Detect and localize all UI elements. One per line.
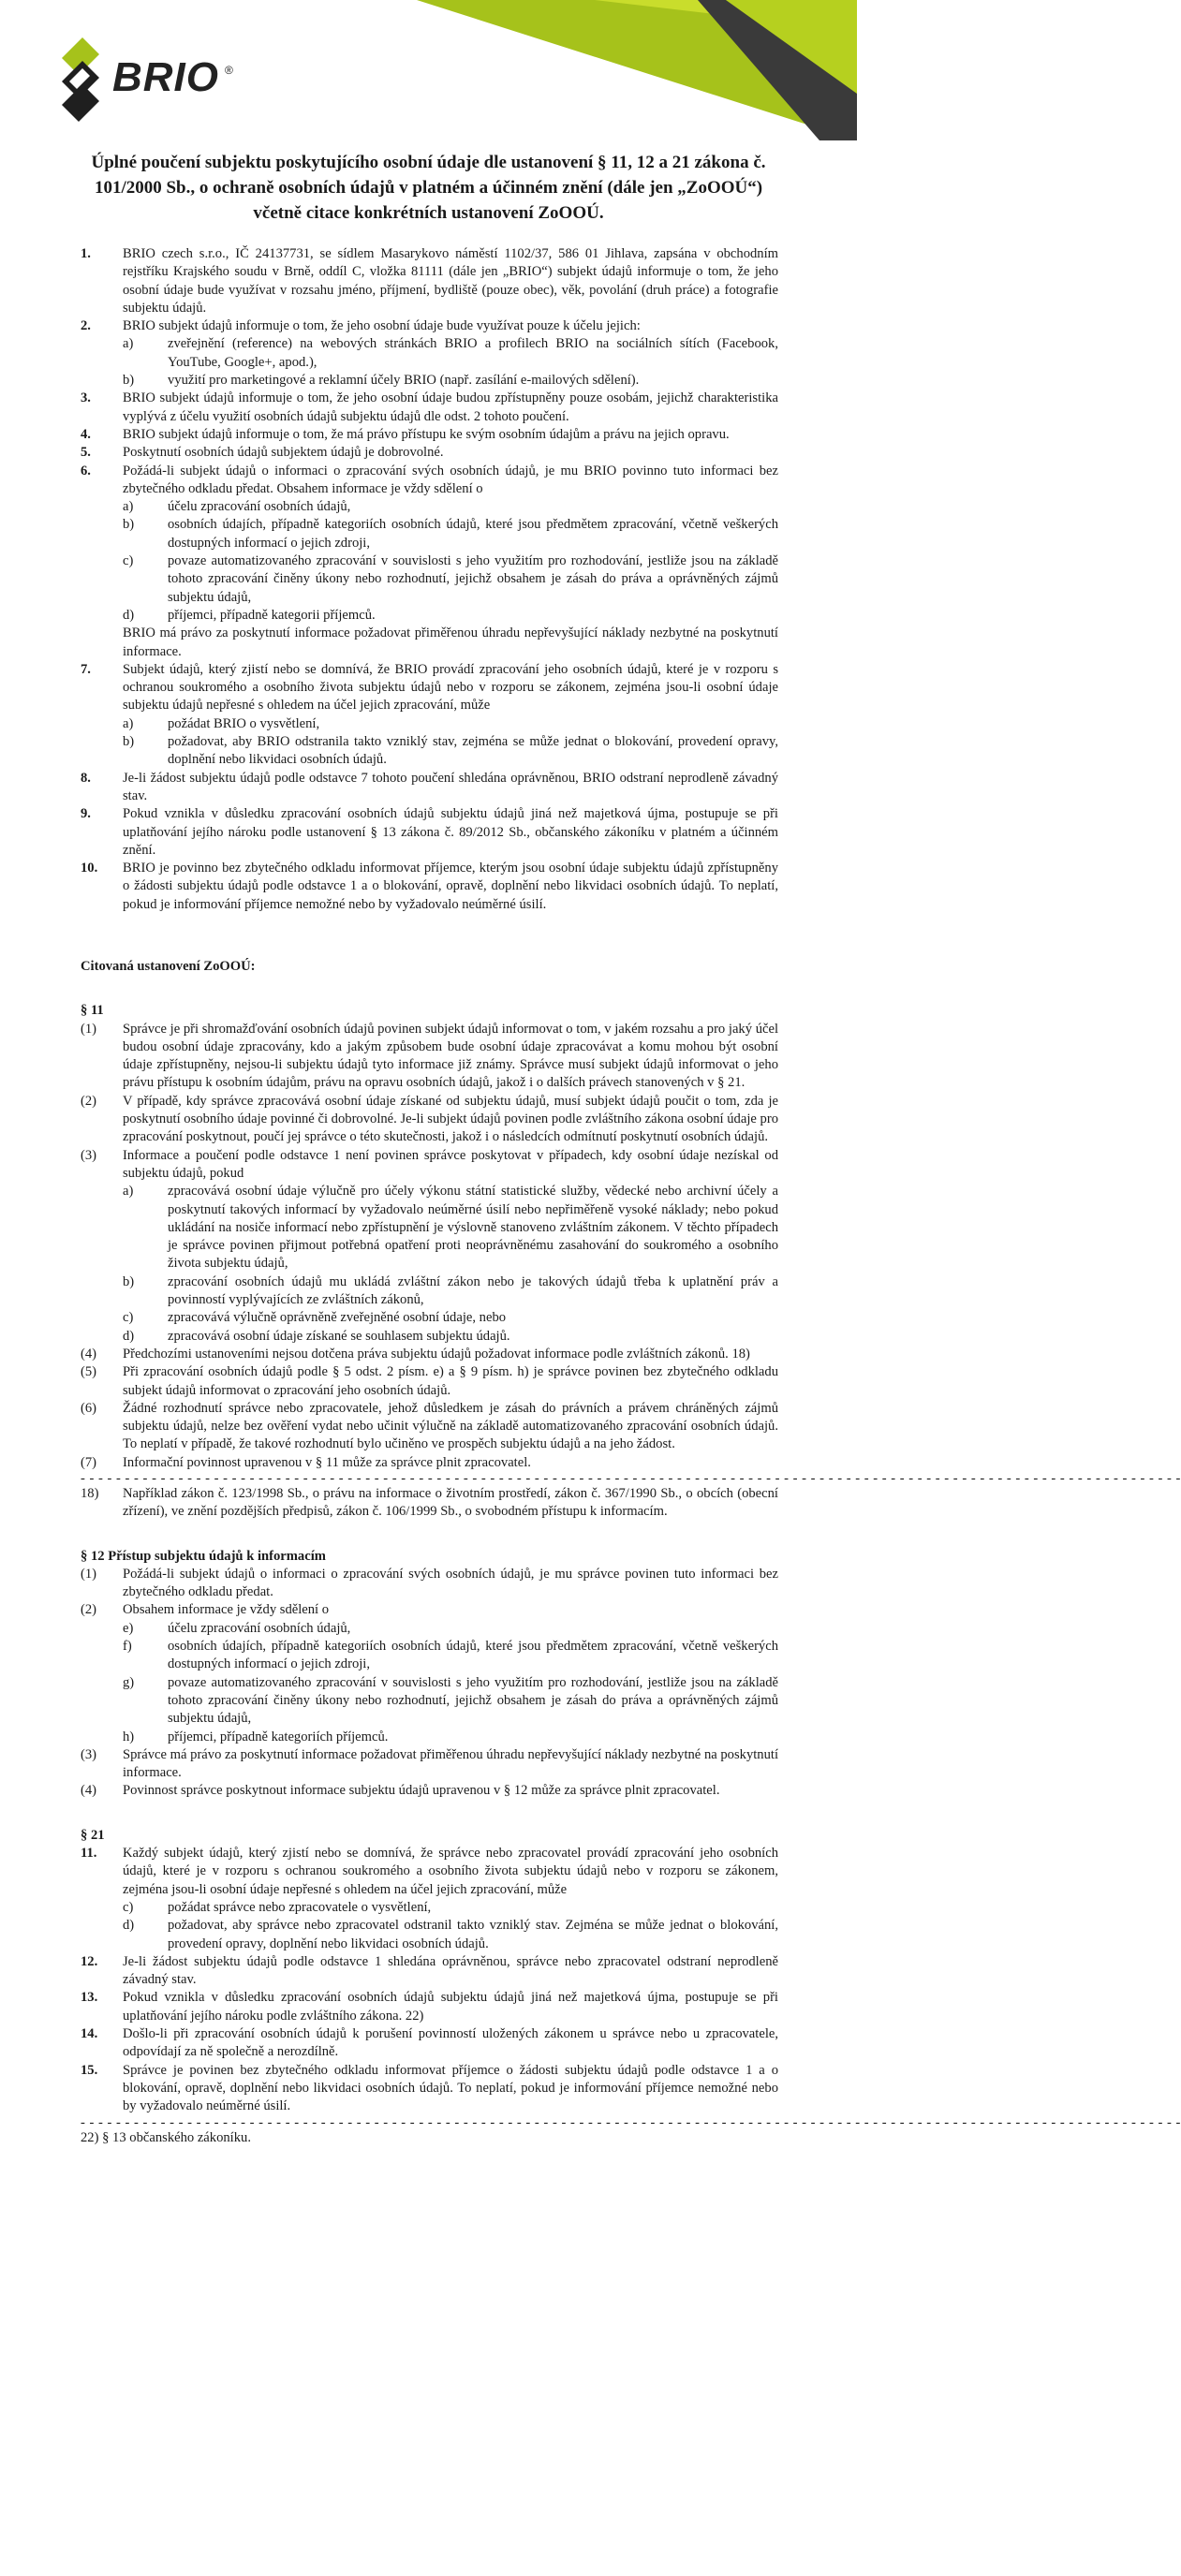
point-text: BRIO subjekt údajů informuje o tom, že jeho osobní údaje bude využívat pouze k účelu jejich: [123,318,641,334]
s21-point-15: 15. Správce je povinen bez zbytečného odkladu informovat příjemce o žádosti subjektu údajů podle odstavce 1 a o blokování, opravě, doplnění nebo likvidaci osobních údajů. To neplatí, pokud je informování příjemce nemožné nebo by vyžadovalo neúměrné úsilí. [81,2062,778,2114]
point-8 [81,770,778,806]
registered-mark: ® [225,64,233,77]
point-text: Požádá-li subjekt údajů o informaci o zpracování svých osobních údajů, je mu BRIO povinno tuto informaci bez zbytečného odkladu předat. Obsahem informace je vždy sdělení o [123,463,778,496]
subpoint: c) zpracovává výlučně oprávněně zveřejněné osobní údaje, nebo [123,1310,507,1326]
point-after-text: BRIO má právo za poskytnutí informace požadovat přiměřenou úhradu nepřevyšující náklady nezbytné na poskytnutí informace. [123,626,778,659]
s11-para-2: (2) V případě, kdy správce zpracovává osobní údaje získané od subjektu údajů, musí subjekt údajů poučit o tom, zda je poskytnutí osobního údaje povinné či dobrovolné. Je-li subjekt údajů povinen podle zvláštního zákona osobní údaje pro zpracování poskytnout, poučí jej správce o této skutečnosti, jakož i o následcích odmítnutí poskytnutí osobních údajů. [81,1093,778,1145]
footnote-divider: - - - - - - - - - - - - - - - - - - - - - - - - - - - - - - - - - - - - - - - - - - - - - - - - - - - - - - - - - - - - - - - - - - - - - - - - - - - - - - - - - - - - - - - - - - - - - - - - - - - - - - - - - - - - - - - - - - - - - - - - - - - - [81,1471,1181,1486]
s11-para-3: (3) Informace a poučení podle odstavce 1 není povinen správce poskytovat v případech, kdy osobní údaje nezískal od subjektu údajů, pokud a) zpracovává osobní údaje výlučně pro účely výkonu státní statistické služby, vědecké nebo archivní účely a poskytnutí takových informací by vyžadovalo neúměrné úsilí nebo nepřiměřeně vysoké náklady; nebo pokud ukládání na nosiče informací nebo zpřístupnění je výslovně stanoveno zvláštním zákonem. V těchto případech je správce povinen přijmout potřebná opatření proti neoprávněnému zasahování do soukromého a osobního života subjektu údajů, b) zpracování osobních údajů mu ukládá zvláštní zákon nebo je takových údajů třeba k uplatnění práv a povinností vyplývajících ze zvláštních zákonů, c) zpracovává výlučně oprávněně zveřejněné osobní údaje, nebo d) zpracovává osobní údaje získané se souhlasem subjektu údajů. [81,1147,778,1346]
subpoint: b) zpracování osobních údajů mu ukládá zvláštní zákon nebo je takových údajů třeba k uplatnění práv a povinností vyplývajících ze zvláštních zákonů, [123,1273,778,1308]
footnote-divider: - - - - - - - - - - - - - - - - - - - - - - - - - - - - - - - - - - - - - - - - - - - - - - - - - - - - - - - - - - - - - - - - - - - - - - - - - - - - - - - - - - - - - - - - - - - - - - - - - - - - - - - - - - - - - - - - - - - - - - - - - - - - [81,2114,1181,2130]
s11-para-4: (4) Předchozími ustanoveními nejsou dotčena práva subjektu údajů požadovat informace podle zvláštních zákonů. 18) [81,1346,750,1362]
subpoint: b) osobních údajích, případně kategoriích osobních údajů, které jsou předmětem zpracování, včetně veškerých dostupných informací o jejich zdroji, [123,517,778,551]
subpoint: a) zveřejnění (reference) na webových stránkách BRIO a profilech BRIO na sociálních sítích (Facebook, YouTube, Google+, apod.), [123,336,778,370]
section-11-heading: § 11 [81,1003,104,1019]
subpoint: e) účelu zpracování osobních údajů, [123,1620,351,1636]
corner-decoration [417,0,857,140]
point-1 [81,245,778,317]
footnote-22: 22) § 13 občanského zákoníku. [81,2129,251,2145]
document-title: Úplné poučení subjektu poskytujícího osobní údaje dle ustanovení § 11, 12 a 21 zákona č. 101/2000 Sb., o ochraně osobních údajů v platném a účinném znění (dále jen „ZoOOÚ“) včetně citace konkrétních ustanovení ZoOOÚ. [91,153,766,223]
point-text: BRIO subjekt údajů informuje o tom, že má právo přístupu ke svým osobním údajům a právu na jejich opravu. [123,426,730,442]
point-text: Je-li žádost subjektu údajů podle odstavce 7 tohoto poučení shledána oprávněnou, BRIO odstraní neprodleně závadný stav. [123,770,778,803]
point-number: 1. [81,246,91,261]
subpoint: a) požádat BRIO o vysvětlení, [123,715,320,731]
point-text: Pokud vznikla v důsledku zpracování osobních údajů subjektu údajů jiná než majetková újma, postupuje se při uplatňování jejího nároku podle ustanovení § 13 zákona č. 89/2012 Sb., občanského zákoníku v platném a účinném znění. [123,806,778,858]
subpoint: a) účelu zpracování osobních údajů, [123,499,351,515]
point-9 [81,805,778,860]
s11-para-1: (1) Správce je při shromažďování osobních údajů povinen subjekt údajů informovat o tom, v jakém rozsahu a pro jaký účel budou osobní údaje zpracovány, kdo a jakým způsobem bude osobní údaje zpracovávat a komu mohou být osobní údaje zpřístupněny, nejsou-li subjektu údajů tyto informace již známy. Správce musí subjekt údajů informovat o jeho právu přístupu k osobním údajům, právu na opravu osobních údajů, jakož i o dalších právech stanovených v § 21. [81,1021,778,1091]
point-6 [81,463,778,661]
point-5 [81,444,778,462]
document-body [81,245,1181,2147]
point-number: 2. [81,318,91,334]
subpoint: h) příjemci, případně kategoriích příjemců. [123,1729,389,1744]
point-number: 5. [81,445,91,461]
s11-para-5: (5) Při zpracování osobních údajů podle § 5 odst. 2 písm. e) a § 9 písm. h) je správce povinen bez zbytečného odkladu subjekt údajů informovat o zpracování jeho osobních údajů. [81,1364,778,1398]
s12-para-4: (4) Povinnost správce poskytnout informace subjektu údajů upravenou v § 12 může za správce plnit zpracovatel. [81,1783,720,1799]
subpoint: f) osobních údajích, případně kategoriích osobních údajů, které jsou předmětem zpracování, včetně veškerých dostupných informací o jejich zdroji, [123,1639,778,1672]
point-number: 3. [81,390,91,406]
point-text: BRIO subjekt údajů informuje o tom, že jeho osobní údaje budou zpřístupněny pouze osobám, jejichž charakteristika vyplývá z účelu využití osobních údajů subjektu údajů dle odst. 2 tohoto poučení. [123,390,778,424]
point-number: 7. [81,661,91,677]
point-number: 4. [81,426,91,442]
point-10 [81,860,778,914]
point-number: 10. [81,861,98,876]
logo-mark-icon [62,37,118,122]
subpoint: d) příjemci, případně kategorii příjemců. [123,607,376,623]
s21-point-12: 12. Je-li žádost subjektu údajů podle odstavce 1 shledána oprávněnou, správce nebo zpracovatel odstraní neprodleně závadný stav. [81,1953,778,1988]
s11-para-6: (6) Žádné rozhodnutí správce nebo zpracovatele, jehož důsledkem je zásah do právních a právem chráněných zájmů subjektu údajů, nelze bez ověření vydat nebo učinit výlučně na základě automatizovaného zpracování osobních údajů. To neplatí v případě, že takové rozhodnutí bylo učiněno ve prospěch subjektu údajů a na jeho žádost. [81,1400,778,1452]
point-number: 8. [81,770,91,786]
s21-point-13: 13. Pokud vznikla v důsledku zpracování osobních údajů subjektu údajů jiná než majetková újma, postupuje se při uplatňování jejího nároku podle zvláštního zákona. 22) [81,1990,778,2024]
subpoint: d) zpracovává osobní údaje získané se souhlasem subjektu údajů. [123,1328,510,1344]
point-3 [81,390,778,426]
point-number: 9. [81,806,91,822]
subpoint: a) zpracovává osobní údaje výlučně pro účely výkonu státní statistické služby, vědecké nebo archivní účely a poskytnutí takových informací by vyžadovalo neúměrné úsilí nebo nepřiměřeně vysoké náklady; nebo pokud ukládání na nosiče informací nebo zpřístupnění je výslovně stanoveno zvláštním zákonem. V těchto případech je správce povinen přijmout potřebná opatření proti neoprávněnému zasahování do soukromého a osobního života subjektu údajů, [123,1184,778,1272]
point-2 [81,317,778,390]
point-text: Poskytnutí osobních údajů subjektem údajů je dobrovolné. [123,445,444,461]
subpoint: c) povaze automatizovaného zpracování v souvislosti s jeho využitím pro rozhodování, jestliže jsou na základě tohoto zpracování činěny úkony nebo rozhodnutí, jejichž obsahem je zásah do práva a oprávněných zájmů subjektu údajů, [123,553,778,605]
subpoint: g) povaze automatizovaného zpracování v souvislosti s jeho využitím pro rozhodování, jestliže jsou na základě tohoto zpracování činěny úkony nebo rozhodnutí, jejichž obsahem je zásah do práva a oprávněných zájmů subjektu údajů, [123,1674,778,1727]
subpoint: b) využití pro marketingové a reklamní účely BRIO (např. zasílání e-mailových sdělení). [123,373,640,389]
s12-para-2: (2) Obsahem informace je vždy sdělení o e) účelu zpracování osobních údajů, f) osobních údajích, případně kategoriích osobních údajů, které jsou předmětem zpracování, včetně veškerých dostupných informací o jejich zdroji, g) povaze automatizovaného zpracování v souvislosti s jeho využitím pro rozhodování, jestliže jsou na základě tohoto zpracování činěny úkony nebo rozhodnutí, jejichž obsahem je zásah do práva a oprávněných zájmů subjektu údajů, h) příjemci, případně kategoriích příjemců. [81,1601,778,1745]
s12-para-3: (3) Správce má právo za poskytnutí informace požadovat přiměřenou úhradu nepřevyšující náklady nezbytné na poskytnutí informace. [81,1746,778,1781]
logo-wordmark: BRIO [112,54,219,100]
s21-point-14: 14. Došlo-li při zpracování osobních údajů k porušení povinností uložených zákonem u správce nebo u zpracovatele, odpovídají za ně společně a nerozdílně. [81,2026,778,2060]
subpoint: b) požadovat, aby BRIO odstranila takto vzniklý stav, zejména se může jednat o blokování, provedení opravy, doplnění nebo likvidaci osobních údajů. [123,734,778,768]
s11-para-7: (7) Informační povinnost upravenou v § 11 může za správce plnit zpracovatel. [81,1454,531,1470]
point-text: Subjekt údajů, který zjistí nebo se domnívá, že BRIO provádí zpracování jeho osobních údajů, které je v rozporu s ochranou soukromého a osobního života subjektu údajů nebo v rozporu se zákonem, zejména jsou-li osobní údaje subjektu údajů nepřesné s ohledem na účel jejich zpracování, může [123,661,778,714]
point-text: BRIO je povinno bez zbytečného odkladu informovat příjemce, kterým jsou osobní údaje subjektu údajů zpřístupněny o žádosti subjektu údajů podle odstavce 1 a o blokování, opravě, doplnění nebo likvidaci osobních údajů. To neplatí, pokud je informování příjemce nemožné nebo by vyžadovalo neúměrné úsilí. [123,861,778,912]
section-12-heading: § 12 Přístup subjektu údajů k informacím [81,1548,326,1564]
cited-heading: Citovaná ustanovení ZoOOÚ: [81,958,256,974]
subpoint: d) požadovat, aby správce nebo zpracovatel odstranil takto vzniklý stav. Zejména se může jednat o blokování, provedení opravy, doplnění nebo likvidaci osobních údajů. [123,1918,778,1951]
s12-para-1: (1) Požádá-li subjekt údajů o informaci o zpracování svých osobních údajů, je mu správce povinen tuto informaci bez zbytečného odkladu předat. [81,1566,778,1600]
point-number: 6. [81,463,91,478]
point-4 [81,426,778,444]
s21-point-11: 11. Každý subjekt údajů, který zjistí nebo se domnívá, že správce nebo zpracovatel provádí zpracování jeho osobních údajů, které je v rozporu s ochranou soukromého a osobního života subjektu údajů nebo v rozporu se zákonem, zejména jsou-li osobní údaje nepřesné s ohledem na účel jejich zpracování, může c) požádat správce nebo zpracovatele o vysvětlení, d) požadovat, aby správce nebo zpracovatel odstranil takto vzniklý stav. Zejména se může jednat o blokování, provedení opravy, doplnění nebo likvidaci osobních údajů. [81,1845,778,1953]
point-text: BRIO czech s.r.o., IČ 24137731, se sídlem Masarykovo náměstí 1102/37, 586 01 Jihlava, zapsána v obchodním rejstříku Krajského soudu v Brně, oddíl C, vložka 81111 (dále jen „BRIO“) subjekt údajů informuje o tom, že jeho osobní údaje bude využívat v rozsahu jméno, příjmení, bydliště (pouze obec), věk, povolání (druh práce) a fotografie subjektu údajů. [123,246,778,316]
subpoint: c) požádat správce nebo zpracovatele o vysvětlení, [123,1899,432,1915]
point-7 [81,661,778,770]
footnote-18: 18) Například zákon č. 123/1998 Sb., o právu na informace o životním prostředí, zákon č. 367/1990 Sb., o obcích (obecní zřízení), ve znění pozdějších předpisů, zákon č. 106/1999 Sb., o svobodném přístupu k informacím. [81,1486,778,1520]
section-21-heading: § 21 [81,1827,105,1843]
